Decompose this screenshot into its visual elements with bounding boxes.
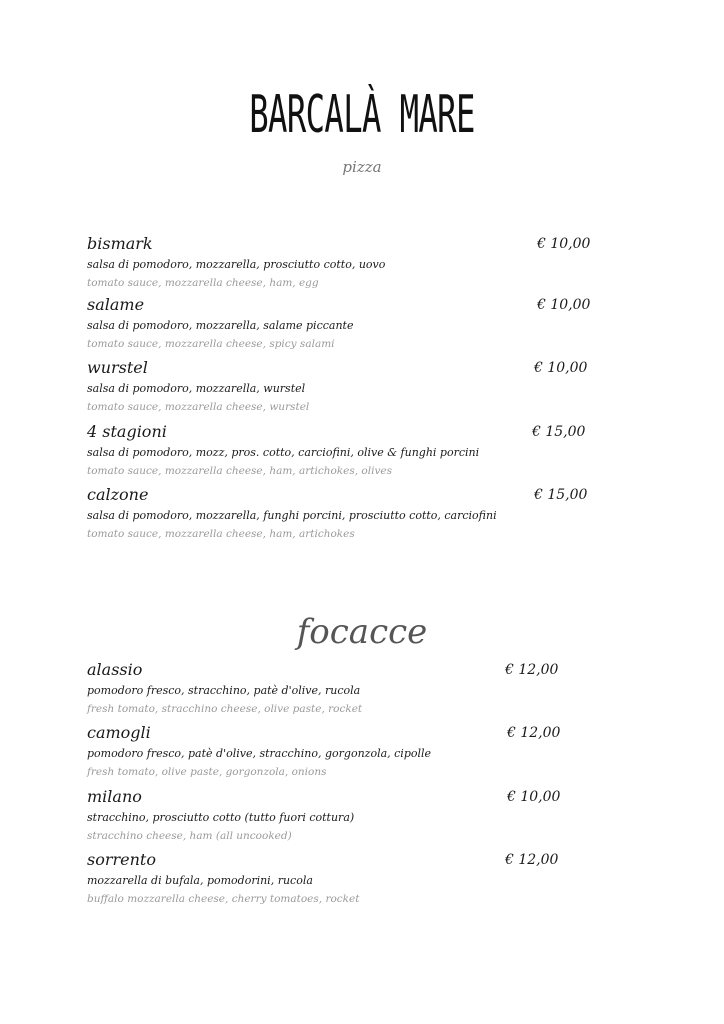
item-ingredients-it: salsa di pomodoro, mozzarella, salame piccante	[87, 319, 354, 332]
section-subtitle-pizza: pizza	[342, 158, 382, 176]
item-ingredients-en: tomato sauce, mozzarella cheese, ham, egg	[87, 277, 319, 289]
section-heading-focacce: focacce	[296, 612, 428, 652]
item-price: € 10,00	[507, 789, 561, 805]
item-name: wurstel	[87, 358, 148, 377]
item-ingredients-en: tomato sauce, mozzarella cheese, spicy salami	[87, 338, 335, 350]
item-ingredients-it: salsa di pomodoro, mozz, pros. cotto, carciofini, olive & funghi porcini	[87, 446, 480, 459]
item-ingredients-en: fresh tomato, stracchino cheese, olive paste, rocket	[87, 703, 363, 715]
item-ingredients-en: tomato sauce, mozzarella cheese, ham, artichokes, olives	[87, 465, 393, 477]
restaurant-logo: BARCALÀ MARE	[249, 85, 475, 145]
item-ingredients-en: tomato sauce, mozzarella cheese, ham, artichokes	[87, 528, 355, 540]
item-ingredients-it: pomodoro fresco, stracchino, patè d'olive, rucola	[87, 684, 361, 697]
item-name: salame	[87, 295, 145, 314]
item-name: bismark	[87, 234, 153, 253]
item-price: € 12,00	[505, 852, 559, 868]
item-ingredients-en: stracchino cheese, ham (all uncooked)	[87, 830, 292, 842]
item-ingredients-en: fresh tomato, olive paste, gorgonzola, onions	[87, 766, 327, 778]
item-price: € 10,00	[537, 236, 591, 252]
item-price: € 12,00	[507, 725, 561, 741]
item-price: € 15,00	[534, 487, 588, 503]
item-price: € 12,00	[505, 662, 559, 678]
item-name: sorrento	[87, 850, 156, 869]
item-price: € 10,00	[537, 297, 591, 313]
item-name: alassio	[87, 660, 143, 679]
item-name: 4 stagioni	[87, 422, 167, 441]
item-price: € 15,00	[532, 424, 586, 440]
item-ingredients-it: salsa di pomodoro, mozzarella, wurstel	[87, 382, 306, 395]
item-price: € 10,00	[534, 360, 588, 376]
item-ingredients-en: tomato sauce, mozzarella cheese, wurstel	[87, 401, 310, 413]
item-ingredients-it: stracchino, prosciutto cotto (tutto fuori cottura)	[87, 811, 355, 824]
item-ingredients-it: pomodoro fresco, patè d'olive, stracchino, gorgonzola, cipolle	[87, 747, 432, 760]
item-name: camogli	[87, 723, 151, 742]
item-ingredients-en: buffalo mozzarella cheese, cherry tomatoes, rocket	[87, 893, 360, 905]
item-ingredients-it: salsa di pomodoro, mozzarella, prosciutto cotto, uovo	[87, 258, 386, 271]
item-ingredients-it: mozzarella di bufala, pomodorini, rucola	[87, 874, 313, 887]
item-name: calzone	[87, 485, 149, 504]
item-name: milano	[87, 787, 142, 806]
item-ingredients-it: salsa di pomodoro, mozzarella, funghi porcini, prosciutto cotto, carciofini	[87, 509, 497, 522]
